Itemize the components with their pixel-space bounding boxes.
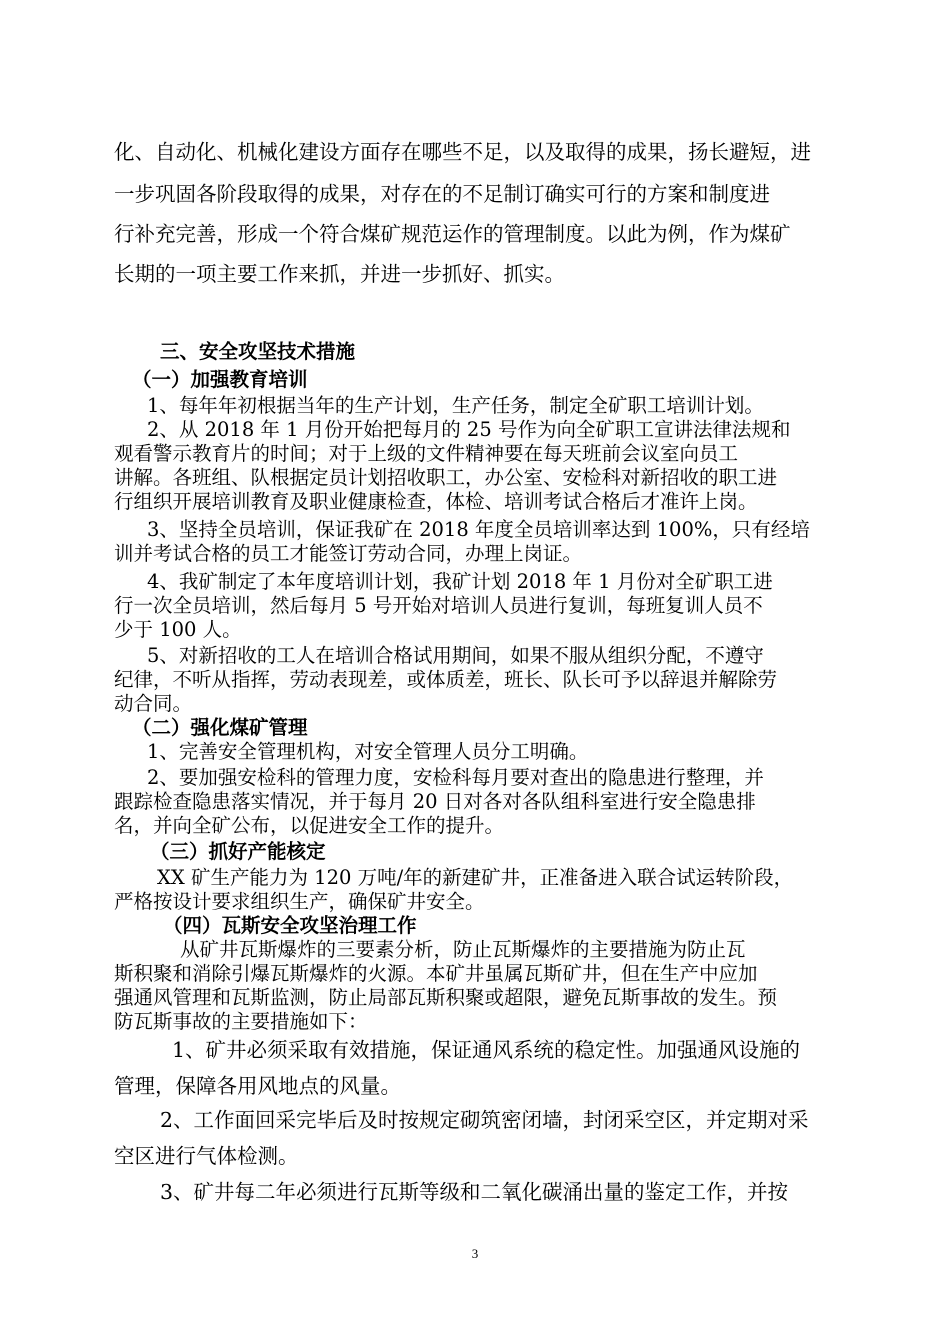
measure-line: 空区进行气体检测。 <box>114 1144 299 1168</box>
body-line: 防瓦斯事故的主要措施如下： <box>114 1010 368 1033</box>
body-line: 2、从 2018 年 1 月份开始把每月的 25 号作为向全矿职工宣讲法律法规和 <box>147 418 791 441</box>
body-line: 训并考试合格的员工才能签订劳动合同，办理上岗证。 <box>114 542 583 565</box>
body-line: 2、要加强安检科的管理力度，安检科每月要对查出的隐患进行整理，并 <box>147 766 764 789</box>
intro-line: 行补充完善，形成一个符合煤矿规范运作的管理制度。以此为例，作为煤矿 <box>114 222 791 246</box>
intro-line: 化、自动化、机械化建设方面存在哪些不足，以及取得的成果，扬长避短，进 <box>114 140 811 164</box>
subsection-heading: （二）强化煤矿管理 <box>132 716 308 739</box>
body-line: 讲解。各班组、队根据定员计划招收职工，办公室、安检科对新招收的职工进 <box>114 466 778 489</box>
measure-line: 管理，保障各用风地点的风量。 <box>114 1074 401 1098</box>
body-line: 行一次全员培训，然后每月 5 号开始对培训人员进行复训，每班复训人员不 <box>114 594 763 617</box>
body-line: 行组织开展培训教育及职业健康检查，体检、培训考试合格后才准许上岗。 <box>114 490 758 513</box>
body-line: 5、对新招收的工人在培训合格试用期间，如果不服从组织分配，不遵守 <box>147 644 764 667</box>
body-line: 3、坚持全员培训，保证我矿在 2018 年度全员培训率达到 100%，只有经培 <box>147 518 810 541</box>
body-line: 强通风管理和瓦斯监测，防止局部瓦斯积聚或超限，避免瓦斯事故的发生。预 <box>114 986 778 1009</box>
measure-line: 3、矿井每二年必须进行瓦斯等级和二氧化碳涌出量的鉴定工作，并按 <box>160 1180 789 1204</box>
measure-line: 2、工作面回采完毕后及时按规定砌筑密闭墙，封闭采空区，并定期对采 <box>160 1108 809 1132</box>
section-heading: 三、安全攻坚技术措施 <box>160 340 356 363</box>
body-line: 名，并向全矿公布，以促进安全工作的提升。 <box>114 814 505 837</box>
body-line: 4、我矿制定了本年度培训计划，我矿计划 2018 年 1 月份对全矿职工进 <box>147 570 773 593</box>
body-line: 跟踪检查隐患落实情况，并于每月 20 日对各对各队组科室进行安全隐患排 <box>114 790 756 813</box>
body-line: 1、完善安全管理机构，对安全管理人员分工明确。 <box>147 740 589 763</box>
body-line: 从矿井瓦斯爆炸的三要素分析，防止瓦斯爆炸的主要措施为防止瓦 <box>180 938 746 961</box>
body-line: 观看警示教育片的时间；对于上级的文件精神要在每天班前会议室向员工 <box>114 442 739 465</box>
body-line: 1、每年年初根据当年的生产计划，生产任务，制定全矿职工培训计划。 <box>147 394 764 417</box>
body-line: XX 矿生产能力为 120 万吨/年的新建矿井，正准备进入联合试运转阶段， <box>157 866 794 889</box>
body-line: 动合同。 <box>114 692 193 715</box>
body-line: 严格按设计要求组织生产，确保矿井安全。 <box>114 890 485 913</box>
page-number: 3 <box>471 1246 479 1261</box>
intro-line: 长期的一项主要工作来抓，并进一步抓好、抓实。 <box>114 262 565 286</box>
subsection-heading: （三）抓好产能核定 <box>150 840 326 863</box>
body-line: 斯积聚和消除引爆瓦斯爆炸的火源。本矿井虽属瓦斯矿井，但在生产中应加 <box>114 962 758 985</box>
subsection-heading: （四）瓦斯安全攻坚治理工作 <box>163 914 417 937</box>
subsection-heading: （一）加强教育培训 <box>132 368 308 391</box>
body-line: 纪律，不听从指挥，劳动表现差，或体质差，班长、队长可予以辞退并解除劳 <box>114 668 778 691</box>
intro-line: 一步巩固各阶段取得的成果，对存在的不足制订确实可行的方案和制度进 <box>114 182 770 206</box>
measure-line: 1、矿井必须采取有效措施，保证通风系统的稳定性。加强通风设施的 <box>172 1038 801 1062</box>
body-line: 少于 100 人。 <box>114 618 242 641</box>
